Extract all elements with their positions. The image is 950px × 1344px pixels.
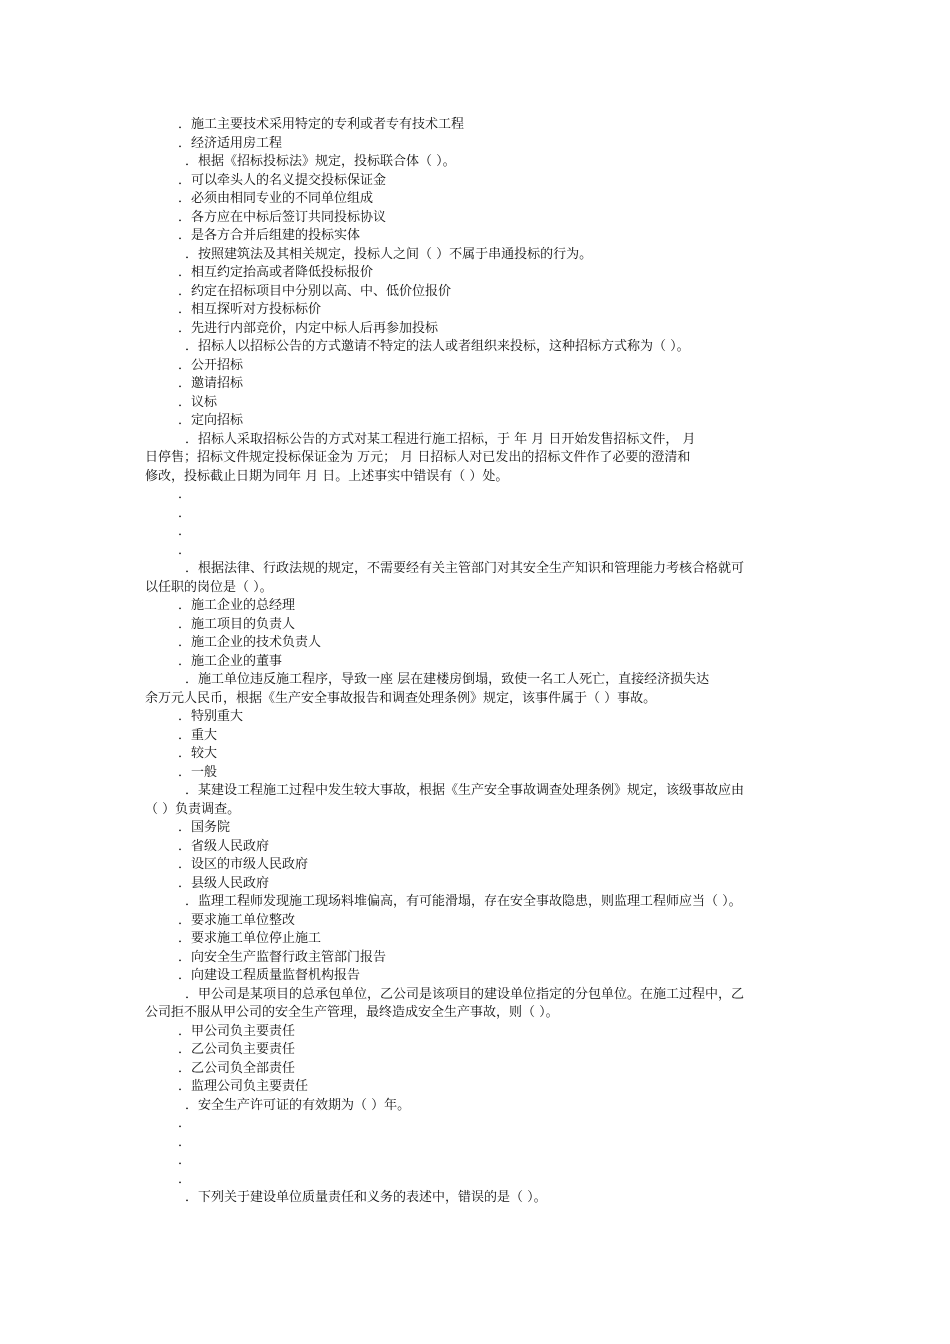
answer-option: ．县级人民政府 [178, 875, 270, 891]
answer-option: ．各方应在中标后签订共同投标协议 [178, 209, 387, 225]
answer-option: ．省级人民政府 [178, 838, 270, 854]
answer-option: ．可以牵头人的名义提交投标保证金 [178, 172, 387, 188]
answer-option: ．向建设工程质量监督机构报告 [178, 968, 361, 983]
answer-option: ． [178, 1153, 192, 1168]
answer-option: ．施工主要技术采用特定的专利或者专有技术工程 [178, 117, 465, 132]
question-stem: ．某建设工程施工过程中发生较大事故，根据《生产安全事故调查处理条例》规定，该级事故应由 [185, 783, 745, 798]
question-continuation: 公司拒不服从甲公司的安全生产管理，最终造成安全生产事故，则（ ）。 [145, 1005, 559, 1020]
answer-option: ． [178, 487, 192, 502]
answer-option: ．特别重大 [178, 709, 244, 724]
answer-option: ． [178, 505, 192, 521]
question-stem: ．下列关于建设单位质量责任和义务的表述中，错误的是（ ）。 [185, 1190, 547, 1205]
answer-option: ．施工项目的负责人 [178, 616, 296, 632]
answer-option: ．施工企业的总经理 [178, 598, 296, 613]
answer-option: ． [178, 1171, 192, 1187]
answer-option: ． [178, 524, 192, 539]
answer-option: ．设区的市级人民政府 [178, 857, 309, 872]
question-stem: ．施工单位违反施工程序，导致一座 层在建楼房倒塌，致使一名工人死亡，直接经济损失达 [185, 672, 710, 687]
question-stem: ．按照建筑法及其相关规定，投标人之间（ ）不属于串通投标的行为。 [185, 246, 593, 262]
question-stem: ．甲公司是某项目的总承包单位，乙公司是该项目的建设单位指定的分包单位。在施工过程中，乙 [185, 986, 745, 1002]
answer-option: ．国务院 [178, 820, 231, 835]
answer-option: ．约定在招标项目中分别以高、中、低价位报价 [178, 283, 452, 299]
answer-option: ．议标 [178, 394, 218, 410]
question-continuation: 以任职的岗位是（ ）。 [145, 579, 273, 595]
answer-option: ．是各方合并后组建的投标实体 [178, 228, 361, 243]
answer-option: ．施工企业的技术负责人 [178, 635, 322, 650]
answer-option: ．较大 [178, 746, 218, 761]
answer-option: ．邀请招标 [178, 376, 244, 391]
question-continuation: 余万元人民币，根据《生产安全事故报告和调查处理条例》规定，该事件属于（ ）事故。 [145, 690, 657, 706]
answer-option: ．必须由相同专业的不同单位组成 [178, 191, 374, 206]
answer-option: ．施工企业的董事 [178, 653, 283, 669]
answer-option: ．相互约定抬高或者降低投标报价 [178, 265, 374, 280]
answer-option: ．甲公司负主要责任 [178, 1023, 296, 1039]
answer-option: ．重大 [178, 727, 218, 743]
answer-option: ．监理公司负主要责任 [178, 1079, 309, 1094]
answer-option: ．一般 [178, 764, 218, 780]
answer-option: ．向安全生产监督行政主管部门报告 [178, 949, 387, 965]
answer-option: ． [178, 542, 192, 558]
question-stem: ．根据《招标投标法》规定，投标联合体（ ）。 [185, 154, 456, 169]
answer-option: ． [178, 1116, 192, 1131]
answer-option: ．定向招标 [178, 413, 244, 428]
answer-option: ．公开招标 [178, 357, 244, 373]
question-continuation: 修改，投标截止日期为同年 月 日。上述事实中错误有（ ）处。 [145, 468, 509, 484]
question-continuation: 日停售；招标文件规定投标保证金为 万元； 月 日招标人对已发出的招标文件作了必要的澄清和 [145, 450, 691, 465]
question-stem: ．招标人采取招标公告的方式对某工程进行施工招标，于 年 月 日开始发售招标文件， 月 [185, 431, 696, 447]
question-stem: ．招标人以招标公告的方式邀请不特定的法人或者组织来投标，这种招标方式称为（ ）。 [185, 339, 690, 354]
question-stem: ．根据法律、行政法规的规定，不需要经有关主管部门对其安全生产知识和管理能力考核合格就可 [185, 561, 745, 576]
answer-option: ． [178, 1134, 192, 1150]
question-stem: ．安全生产许可证的有效期为（ ）年。 [185, 1097, 411, 1113]
question-continuation: （ ）负责调查。 [145, 801, 241, 817]
answer-option: ．乙公司负主要责任 [178, 1042, 296, 1057]
document-body [0, 116, 950, 1208]
answer-option: ．先进行内部竞价，内定中标人后再参加投标 [178, 320, 439, 336]
answer-option: ．要求施工单位整改 [178, 912, 296, 928]
answer-option: ．乙公司负全部责任 [178, 1060, 296, 1076]
answer-option: ．经济适用房工程 [178, 135, 283, 151]
question-stem: ．监理工程师发现施工现场料堆偏高，有可能滑塌，存在安全事故隐患，则监理工程师应当（ ）。 [185, 894, 742, 909]
answer-option: ．相互探听对方投标标价 [178, 302, 322, 317]
answer-option: ．要求施工单位停止施工 [178, 931, 322, 946]
